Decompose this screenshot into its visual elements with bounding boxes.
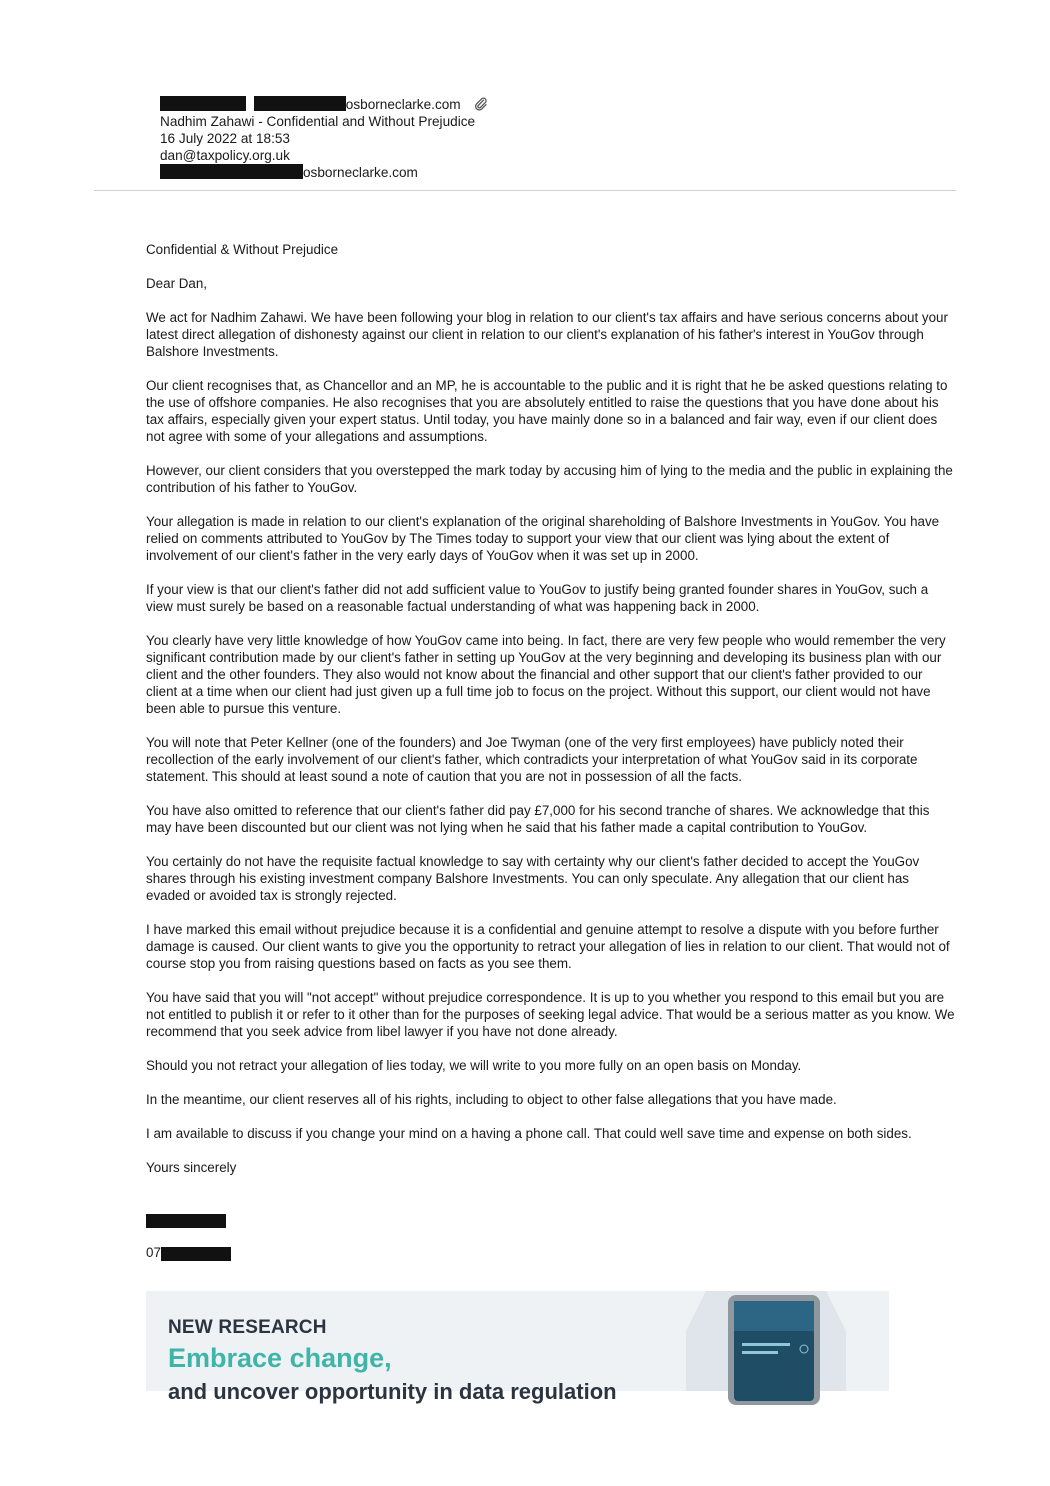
paragraph: You clearly have very little knowledge of how YouGov came into being. In fact, there are very few people who would remember the very significant contribution made by our client's father in setting up YouGov at the very beginning and developing its business plan with our client and the other founders. They also would not know about the financial and other support that our client's father provided to our client at a time when our client had just given up a full time job to focus on the project. Without this support, our client would not have been able to pursue this venture.: [146, 633, 946, 716]
redaction-block: [146, 1214, 226, 1228]
from-domain: osborneclarke.com: [345, 97, 461, 112]
date-value: 16 July 2022 at 18:53: [160, 131, 290, 146]
paragraph: I have marked this email without prejudice because it is a confidential and genuine attempt to resolve a dispute with you before further damage is caused. Our client wants to give you the opportunity to retract your allegation of lies in relation to our client. That would not of course stop you from raising questions based on facts as you see them.: [146, 922, 950, 971]
paragraph: You certainly do not have the requisite factual knowledge to say with certainty why our client's father decided to accept the YouGov shares through his existing investment company Balshore Investments. You can only speculate. Any allegation that our client has evaded or avoided tax is strongly rejected.: [146, 854, 920, 903]
paragraph: Your allegation is made in relation to our client's explanation of the original shareholding of Balshore Investments in YouGov. You have relied on comments attributed to YouGov by The Times today to support your view that our client was lying about the extent of involvement of our client's father in the very early days of YouGov when it was set up in 2000.: [146, 514, 940, 563]
phone-prefix: 07: [146, 1245, 161, 1260]
paragraph: However, our client considers that you overstepped the mark today by accusing him of lying to the media and the public in explaining the contribution of his father to YouGov.: [146, 463, 953, 495]
redaction-block: [254, 96, 346, 111]
tablet-illustration: [686, 1291, 846, 1391]
letter-heading: Confidential & Without Prejudice: [146, 242, 339, 257]
paragraph: If your view is that our client's father did not add sufficient value to YouGov to justify being granted founder shares in YouGov, such a view must surely be based on a reasonable factual understanding of what was happening back in 2000.: [146, 582, 929, 614]
paragraph: I am available to discuss if you change your mind on a having a phone call. That could well save time and expense on both sides.: [146, 1126, 912, 1141]
to-value[interactable]: dan@taxpolicy.org.uk: [160, 148, 290, 163]
redaction-block: [161, 1247, 231, 1261]
header-divider: [94, 190, 956, 191]
paragraph: In the meantime, our client reserves all of his rights, including to object to other false allegations that you have made.: [146, 1092, 837, 1107]
cc-value: [160, 164, 418, 181]
signature-phone: [146, 1244, 231, 1261]
promo-banner[interactable]: [146, 1291, 889, 1404]
paragraph: You have said that you will "not accept" without prejudice correspondence. It is up to you whether you respond to this email but you are not entitled to publish it or refer to it other than for the purposes of seeking legal advice. That would be a serious matter as you know. We recommend that you seek advice from libel lawyer if you have not done already.: [146, 990, 955, 1039]
paragraph: Our client recognises that, as Chancellor and an MP, he is accountable to the public and it is right that he be asked questions relating to the use of offshore companies. He also recognises that you are absolutely entitled to raise the questions that you have done about his tax affairs, especially given your expert status. Until today, you have mainly done so in a balanced and fair way, even if our client does not agree with some of your allegations and assumptions.: [146, 378, 948, 444]
paragraph: Should you not retract your allegation of lies today, we will write to you more fully on an open basis on Monday.: [146, 1058, 802, 1073]
redaction-block: [160, 96, 246, 111]
paragraph: You will note that Peter Kellner (one of the founders) and Joe Twyman (one of the very first employees) have publicly noted their recollection of the early involvement of our client's father, which contradicts your interpretation of what YouGov said in its corporate statement. This should at least sound a note of caution that you are not in possession of all the facts.: [146, 735, 918, 784]
closing: Yours sincerely: [146, 1160, 237, 1175]
cc-domain: osborneclarke.com: [303, 165, 418, 180]
paragraph: We act for Nadhim Zahawi. We have been following your blog in relation to our client's tax affairs and have serious concerns about your latest direct allegation of dishonesty against our client in relation to our client's explanation of his father's interest in YouGov through Balshore Investments.: [146, 310, 948, 359]
subject-value: Nadhim Zahawi - Confidential and Without Prejudice: [160, 114, 476, 129]
signature-name: [146, 1213, 226, 1231]
banner-title: Embrace change,: [168, 1343, 392, 1373]
banner-kicker: NEW RESEARCH: [168, 1317, 327, 1338]
paperclip-icon[interactable]: [474, 97, 488, 111]
salutation: Dear Dan,: [146, 276, 208, 291]
banner-subtitle: and uncover opportunity in data regulation: [168, 1379, 617, 1404]
paragraph: You have also omitted to reference that our client's father did pay £7,000 for his second tranche of shares. We acknowledge that this may have been discounted but our client was not lying when he said that his father made a capital contribution to YouGov.: [146, 803, 930, 835]
from-value: [160, 96, 488, 113]
letter-body: [146, 241, 956, 1193]
redaction-block: [160, 164, 303, 179]
